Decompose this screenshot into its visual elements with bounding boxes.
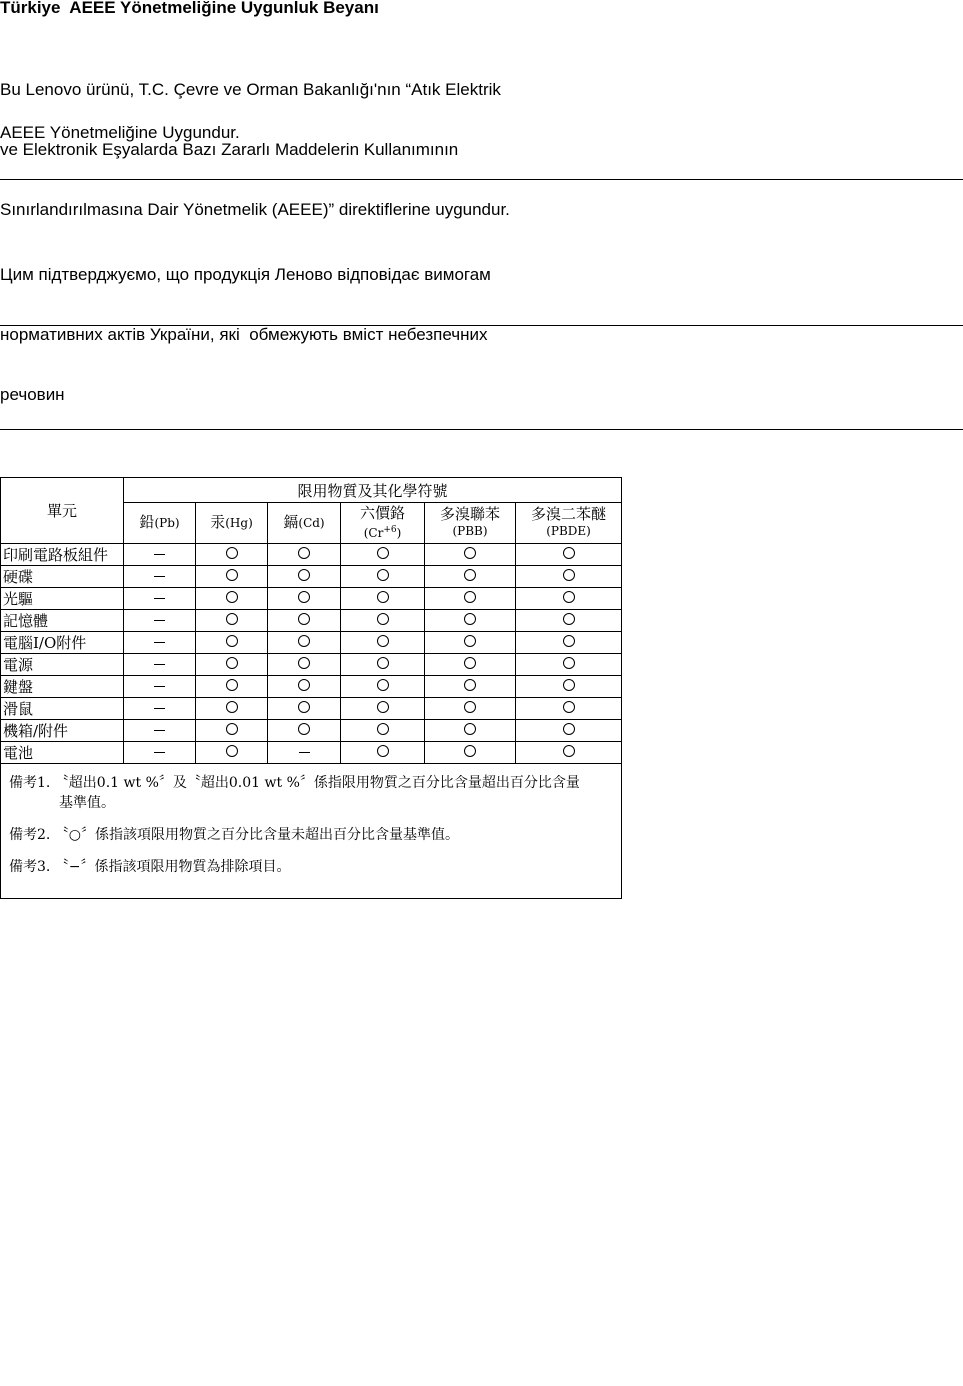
mark-value: [476, 547, 477, 548]
substance-mark-cell: [268, 566, 341, 588]
circle-mark-icon: [377, 591, 389, 603]
substance-mark-cell: [268, 720, 341, 742]
substance-mark-cell: [425, 720, 516, 742]
circle-mark-icon: [464, 679, 476, 691]
substance-mark-cell: [425, 544, 516, 566]
substance-mark-cell: [516, 588, 622, 610]
circle-mark-icon: [563, 657, 575, 669]
dash-mark-icon: [154, 576, 165, 577]
divider: [0, 179, 963, 180]
mark-value: [575, 679, 576, 680]
mark-value: [310, 613, 311, 614]
mark-value: [575, 613, 576, 614]
substance-mark-cell: [341, 676, 425, 698]
part-name: 記憶體: [1, 610, 124, 632]
circle-mark-icon: [464, 547, 476, 559]
substance-mark-cell: [196, 654, 268, 676]
circle-mark-icon: [377, 635, 389, 647]
substance-header: [196, 503, 268, 544]
substance-name: 多溴二苯醚: [531, 505, 607, 523]
note: [9, 772, 613, 814]
substance-mark-cell: [341, 610, 425, 632]
part-name: 電腦I/O附件: [1, 632, 124, 654]
circle-mark-icon: [226, 613, 238, 625]
ukraine-line: нормативних актів України, які обмежують вміст небезпечних: [0, 325, 488, 344]
substance-mark-cell: [124, 632, 196, 654]
circle-mark-icon: [464, 613, 476, 625]
substance-header: [341, 503, 425, 544]
mark-value: [238, 613, 239, 614]
dash-mark-icon: [154, 686, 165, 687]
note: [9, 856, 613, 878]
notes-cell: [1, 764, 622, 899]
dash-mark-icon: [154, 664, 165, 665]
substance-symbol-wrap: [298, 516, 324, 530]
circle-mark-icon: [464, 723, 476, 735]
mark-value: [310, 701, 311, 702]
mark-value: [310, 679, 311, 680]
substance-name: 鎘: [283, 513, 299, 531]
substance-mark-cell: [124, 676, 196, 698]
circle-mark-icon: [226, 569, 238, 581]
substance-mark-cell: [268, 632, 341, 654]
ukraine-paragraph: [0, 225, 491, 445]
dash-mark-icon: [154, 752, 165, 753]
substance-mark-cell: [268, 742, 341, 764]
substance-mark-cell: [516, 676, 622, 698]
turkey-line: Bu Lenovo ürünü, T.C. Çevre ve Orman Bakanlığı'nın “Atık Elektrik: [0, 80, 501, 99]
table-row: [1, 698, 622, 720]
mark-value: [575, 591, 576, 592]
mark-value: [389, 613, 390, 614]
mark-value: [575, 635, 576, 636]
part-name: 電源: [1, 654, 124, 676]
mark-value: [310, 745, 311, 746]
turkey-compliance: AEEE Yönetmeliğine Uygundur.: [0, 123, 240, 142]
circle-mark-icon: [377, 679, 389, 691]
substance-symbol-close: ): [396, 525, 402, 540]
substance-mark-cell: [124, 544, 196, 566]
mark-value: [476, 745, 477, 746]
part-name: 機箱/附件: [1, 720, 124, 742]
substance-symbol: (PBB): [452, 524, 488, 538]
substance-mark-cell: [341, 654, 425, 676]
mark-value: [238, 635, 239, 636]
turkey-line: ve Elektronik Eşyalarda Bazı Zararlı Maddelerin Kullanımının: [0, 140, 459, 159]
part-name: 鍵盤: [1, 676, 124, 698]
table-row: [1, 676, 622, 698]
ukraine-line: речовин: [0, 385, 65, 404]
mark-value: [238, 569, 239, 570]
mark-value: [476, 591, 477, 592]
mark-value: [575, 547, 576, 548]
circle-mark-icon: [298, 635, 310, 647]
substance-mark-cell: [516, 698, 622, 720]
table-row: [1, 720, 622, 742]
circle-mark-icon: [298, 679, 310, 691]
mark-value: [310, 635, 311, 636]
substance-mark-cell: [341, 742, 425, 764]
mark-value: [476, 679, 477, 680]
substance-symbol: (PBDE): [546, 524, 591, 538]
substance-mark-cell: [341, 588, 425, 610]
substance-mark-cell: [425, 654, 516, 676]
substance-mark-cell: [341, 544, 425, 566]
mark-value: [389, 591, 390, 592]
substance-header: [516, 503, 622, 544]
substance-mark-cell: [196, 676, 268, 698]
circle-mark-icon: [226, 723, 238, 735]
mark-value: [476, 723, 477, 724]
substance-name: 六價鉻: [359, 503, 405, 522]
substance-symbol-sup: +6: [383, 524, 397, 535]
turkey-heading: Türkiye AEEE Yönetmeliğine Uygunluk Beyanı: [0, 0, 379, 17]
substance-mark-cell: [425, 742, 516, 764]
mark-value: [476, 657, 477, 658]
mark-value: [389, 723, 390, 724]
dash-mark-icon: [154, 554, 165, 555]
substance-mark-cell: [268, 544, 341, 566]
note-text: 備考2. 〝○〞係指該項限用物質之百分比含量未超出百分比含量基準值。: [9, 827, 460, 843]
mark-value: [165, 745, 166, 746]
substance-mark-cell: [516, 632, 622, 654]
substance-mark-cell: [341, 566, 425, 588]
circle-mark-icon: [464, 569, 476, 581]
substance-mark-cell: [196, 588, 268, 610]
substance-header: [124, 503, 196, 544]
substance-mark-cell: [124, 742, 196, 764]
circle-mark-icon: [377, 613, 389, 625]
circle-mark-icon: [298, 723, 310, 735]
substance-mark-cell: [268, 698, 341, 720]
substance-symbol: (Pb): [154, 516, 180, 530]
part-name: 滑鼠: [1, 698, 124, 720]
mark-value: [238, 657, 239, 658]
substance-mark-cell: [124, 588, 196, 610]
circle-mark-icon: [226, 657, 238, 669]
table-row: [1, 632, 622, 654]
circle-mark-icon: [298, 657, 310, 669]
mark-value: [310, 591, 311, 592]
substance-mark-cell: [341, 720, 425, 742]
substance-name: 多溴聯苯: [439, 505, 500, 523]
circle-mark-icon: [563, 613, 575, 625]
ukraine-line: Цим підтверджуємо, що продукція Леново відповідає вимогам: [0, 265, 491, 284]
substance-symbol-wrap: [341, 522, 424, 542]
mark-value: [310, 723, 311, 724]
substance-mark-cell: [341, 698, 425, 720]
circle-mark-icon: [298, 613, 310, 625]
mark-value: [476, 569, 477, 570]
mark-value: [238, 547, 239, 548]
substance-mark-cell: [516, 544, 622, 566]
mark-value: [165, 635, 166, 636]
turkey-line: Sınırlandırılmasına Dair Yönetmelik (AEEE)” direktiflerine uygundur.: [0, 200, 510, 219]
substance-mark-cell: [196, 544, 268, 566]
divider: [0, 325, 963, 326]
rohs-table: [0, 477, 622, 899]
substance-header: [425, 503, 516, 544]
circle-mark-icon: [563, 547, 575, 559]
substance-mark-cell: [341, 632, 425, 654]
mark-value: [389, 547, 390, 548]
mark-value: [310, 547, 311, 548]
dash-mark-icon: [154, 620, 165, 621]
divider: [0, 429, 963, 430]
substance-name: 鉛: [139, 513, 155, 531]
dash-mark-icon: [154, 730, 165, 731]
dash-mark-icon: [299, 752, 310, 753]
mark-value: [476, 701, 477, 702]
part-name: 光驅: [1, 588, 124, 610]
substance-mark-cell: [196, 720, 268, 742]
part-name: 電池: [1, 742, 124, 764]
substance-mark-cell: [196, 566, 268, 588]
mark-value: [575, 569, 576, 570]
part-name: 印刷電路板組件: [1, 544, 124, 566]
table-row: [1, 610, 622, 632]
mark-value: [575, 657, 576, 658]
mark-value: [389, 635, 390, 636]
note: [9, 824, 613, 846]
substance-mark-cell: [516, 654, 622, 676]
substance-mark-cell: [124, 610, 196, 632]
circle-mark-icon: [464, 591, 476, 603]
substance-symbol: (Cr: [363, 525, 384, 540]
substance-mark-cell: [124, 654, 196, 676]
substance-mark-cell: [196, 632, 268, 654]
table-row: [1, 742, 622, 764]
substance-mark-cell: [425, 588, 516, 610]
mark-value: [476, 635, 477, 636]
substance-group-header: 限用物質及其化學符號: [124, 478, 622, 503]
substance-mark-cell: [516, 610, 622, 632]
table-row: [1, 588, 622, 610]
circle-mark-icon: [563, 723, 575, 735]
substance-symbol-wrap: [425, 523, 515, 540]
circle-mark-icon: [563, 635, 575, 647]
substance-mark-cell: [425, 632, 516, 654]
substance-mark-cell: [268, 676, 341, 698]
circle-mark-icon: [377, 701, 389, 713]
mark-value: [165, 679, 166, 680]
mark-value: [476, 613, 477, 614]
substance-symbol-wrap: [225, 516, 253, 530]
substance-mark-cell: [196, 698, 268, 720]
substance-mark-cell: [196, 742, 268, 764]
mark-value: [165, 569, 166, 570]
circle-mark-icon: [226, 679, 238, 691]
circle-mark-icon: [464, 635, 476, 647]
substance-mark-cell: [516, 720, 622, 742]
substance-mark-cell: [124, 720, 196, 742]
circle-mark-icon: [226, 591, 238, 603]
mark-value: [238, 679, 239, 680]
mark-value: [575, 701, 576, 702]
substance-mark-cell: [425, 698, 516, 720]
circle-mark-icon: [563, 745, 575, 757]
circle-mark-icon: [377, 745, 389, 757]
mark-value: [165, 657, 166, 658]
mark-value: [238, 701, 239, 702]
circle-mark-icon: [377, 723, 389, 735]
mark-value: [165, 701, 166, 702]
substance-symbol: (Hg): [225, 516, 253, 530]
part-name: 硬碟: [1, 566, 124, 588]
circle-mark-icon: [377, 569, 389, 581]
circle-mark-icon: [298, 591, 310, 603]
circle-mark-icon: [226, 701, 238, 713]
dash-mark-icon: [154, 708, 165, 709]
circle-mark-icon: [226, 745, 238, 757]
circle-mark-icon: [226, 635, 238, 647]
substance-mark-cell: [516, 742, 622, 764]
mark-value: [165, 547, 166, 548]
mark-value: [575, 745, 576, 746]
circle-mark-icon: [377, 657, 389, 669]
mark-value: [389, 745, 390, 746]
circle-mark-icon: [298, 701, 310, 713]
note-continuation: 基準值。: [59, 795, 115, 811]
dash-mark-icon: [154, 642, 165, 643]
circle-mark-icon: [563, 591, 575, 603]
circle-mark-icon: [563, 679, 575, 691]
circle-mark-icon: [563, 569, 575, 581]
substance-mark-cell: [124, 698, 196, 720]
circle-mark-icon: [298, 547, 310, 559]
substance-mark-cell: [425, 610, 516, 632]
substance-mark-cell: [268, 588, 341, 610]
note-text: 備考3. 〝−〞係指該項限用物質為排除項目。: [9, 859, 291, 875]
circle-mark-icon: [464, 701, 476, 713]
mark-value: [238, 745, 239, 746]
substance-name: 汞: [210, 513, 226, 531]
mark-value: [389, 569, 390, 570]
table-row: [1, 544, 622, 566]
substance-mark-cell: [268, 610, 341, 632]
mark-value: [310, 569, 311, 570]
mark-value: [165, 723, 166, 724]
note-text: 備考1. 〝超出0.1 wt %〞及〝超出0.01 wt %〞係指限用物質之百分比含量超出百分比含量: [9, 775, 580, 791]
circle-mark-icon: [226, 547, 238, 559]
turkey-section: [0, 0, 963, 219]
mark-value: [310, 657, 311, 658]
substance-mark-cell: [124, 566, 196, 588]
substance-mark-cell: [196, 610, 268, 632]
table-row: [1, 654, 622, 676]
circle-mark-icon: [377, 547, 389, 559]
circle-mark-icon: [464, 745, 476, 757]
mark-value: [238, 723, 239, 724]
substance-mark-cell: [425, 566, 516, 588]
circle-mark-icon: [298, 569, 310, 581]
substance-symbol: (Cd): [298, 516, 325, 530]
mark-value: [165, 613, 166, 614]
mark-value: [389, 657, 390, 658]
substance-mark-cell: [516, 566, 622, 588]
circle-mark-icon: [464, 657, 476, 669]
unit-header: 單元: [1, 478, 124, 544]
table-row: [1, 566, 622, 588]
mark-value: [389, 701, 390, 702]
circle-mark-icon: [563, 701, 575, 713]
mark-value: [238, 591, 239, 592]
substance-header: [268, 503, 341, 544]
substance-symbol-wrap: [516, 523, 621, 540]
substance-mark-cell: [425, 676, 516, 698]
substance-symbol-wrap: [154, 516, 179, 530]
mark-value: [165, 591, 166, 592]
dash-mark-icon: [154, 598, 165, 599]
mark-value: [575, 723, 576, 724]
substance-mark-cell: [268, 654, 341, 676]
mark-value: [389, 679, 390, 680]
